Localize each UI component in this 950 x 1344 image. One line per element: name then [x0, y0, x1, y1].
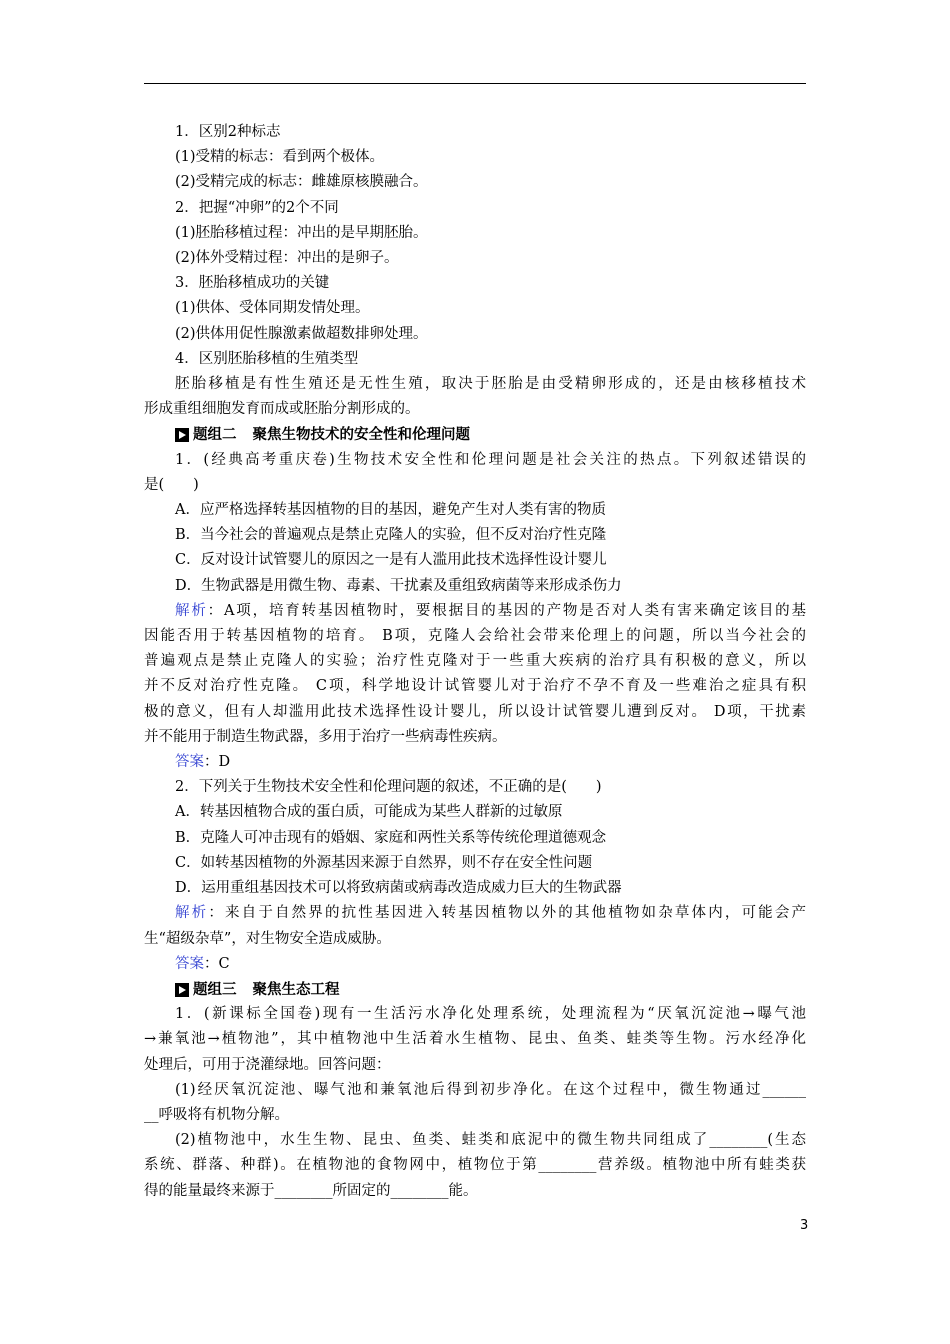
sub-question: (2)植物池中，水生生物、昆虫、鱼类、蛙类和底泥中的微生物共同组成了________(生态 [175, 1132, 806, 1149]
analysis-line: 普遍观点是禁止克隆人的实验；治疗性克隆对于一些重大疾病的治疗具有积极的意义，所以 [144, 653, 806, 670]
option-b: B．克隆人可冲击现有的婚姻、家庭和两性关系等传统伦理道德观念 [175, 829, 607, 846]
analysis-line: 生“超级杂草”，对生物安全造成威胁。 [144, 930, 391, 947]
sub-question: 得的能量最终来源于________所固定的________能。 [144, 1182, 478, 1199]
text-line: 4．区别胚胎移植的生殖类型 [175, 350, 359, 367]
answer-line [144, 750, 806, 775]
question-stem: →兼氧池→植物池”，其中植物池中生活着水生植物、昆虫、鱼类、蛙类等生物。污水经净化 [144, 1031, 806, 1048]
analysis-label: 解析 [175, 905, 209, 922]
sub-question: 系统、群落、种群)。在植物池的食物网中，植物位于第________营养级。植物池中所有蛙类获 [144, 1157, 806, 1174]
question-stem: 1．(新课标全国卷)现有一生活污水净化处理系统，处理流程为“厌氧沉淀池→曝气池 [175, 1006, 806, 1023]
play-triangle-icon [175, 983, 189, 997]
analysis-line: 极的意义，但有人却滥用此技术选择性设计婴儿，所以设计试管婴儿遭到反对。 D项，干扰素 [144, 703, 806, 720]
question-stem: 处理后，可用于浇灌绿地。回答问题： [144, 1056, 391, 1073]
analysis-label: 解析 [175, 602, 208, 619]
header-rule [144, 83, 806, 84]
page-number: 3 [800, 1218, 809, 1233]
text-line: (2)供体用促性腺激素做超数排卵处理。 [175, 325, 428, 342]
analysis-line: 并不能用于制造生物武器，多用于治疗一些病毒性疾病。 [144, 728, 507, 745]
option-a: A．转基因植物合成的蛋白质，可能成为某些人群新的过敏原 [175, 804, 563, 821]
group-title: 聚焦生物技术的安全性和伦理问题 [252, 426, 470, 444]
group-label: 题组三 [193, 980, 237, 998]
text-line: 1．区别2种标志 [175, 124, 281, 140]
analysis-line: 并不反对治疗性克隆。 C项，科学地设计试管婴儿对于治疗不孕不育及一些难治之症具有积 [144, 678, 806, 695]
answer-label: 答案 [175, 754, 204, 771]
text-line: (2)体外受精过程：冲出的是卵子。 [175, 250, 399, 267]
text-line: 胚胎移植是有性生殖还是无性生殖，取决于胚胎是由受精卵形成的，还是由核移植技术 [175, 376, 806, 393]
play-triangle-icon [175, 428, 189, 442]
document-body [144, 120, 806, 1204]
question-stem: 1．(经典高考重庆卷)生物技术安全性和伦理问题是社会关注的热点。下列叙述错误的 [175, 451, 806, 468]
section-heading-group-2 [144, 422, 806, 447]
text-line: (1)胚胎移植过程：冲出的是早期胚胎。 [175, 224, 428, 241]
analysis-text: ：A项，培育转基因植物时，要根据目的基因的产物是否对人类有害来确定该目的基 [207, 602, 806, 619]
analysis-line: 因能否用于转基因植物的培育。 B项，克隆人会给社会带来伦理上的问题，所以当今社会的 [144, 628, 806, 645]
group-label: 题组二 [193, 426, 237, 444]
group-title: 聚焦生态工程 [252, 980, 340, 998]
option-b: B．当今社会的普遍观点是禁止克隆人的实验，但不反对治疗性克隆 [175, 527, 607, 544]
option-a: A．应严格选择转基因植物的目的基因，避免产生对人类有害的物质 [175, 502, 606, 519]
option-c: C．反对设计试管婴儿的原因之一是有人滥用此技术选择性设计婴儿 [175, 552, 607, 569]
analysis-line [144, 901, 806, 926]
answer-text: ：C [204, 955, 230, 972]
option-d: D．运用重组基因技术可以将致病菌或病毒改造成威力巨大的生物武器 [175, 880, 622, 897]
analysis-text: ：来自于自然界的抗性基因进入转基因植物以外的其他植物如杂草体内，可能会产 [208, 905, 806, 922]
section-heading-group-3 [144, 977, 806, 1002]
text-line: (2)受精完成的标志：雌雄原核膜融合。 [175, 174, 428, 191]
question-stem: 是( ) [144, 476, 199, 493]
option-d: D．生物武器是用微生物、毒素、干扰素及重组致病菌等来形成杀伤力 [175, 577, 622, 594]
option-c: C．如转基因植物的外源基因来源于自然界，则不存在安全性问题 [175, 854, 593, 871]
sub-question: (1)经厌氧沉淀池、曝气池和兼氧池后得到初步净化。在这个过程中，微生物通过______ [175, 1081, 806, 1098]
text-line: (1)供体、受体同期发情处理。 [175, 300, 370, 317]
text-line: 形成重组细胞发育而成或胚胎分割形成的。 [144, 401, 420, 418]
answer-text: ：D [204, 754, 231, 771]
answer-label: 答案 [175, 955, 204, 972]
text-line: 3．胚胎移植成功的关键 [175, 275, 330, 292]
question-stem: 2．下列关于生物技术安全性和伦理问题的叙述，不正确的是( ) [175, 779, 602, 796]
text-line: 2．把握“冲卵”的2个不同 [175, 199, 339, 216]
analysis-line [144, 599, 806, 624]
text-line: (1)受精的标志：看到两个极体。 [175, 149, 385, 166]
answer-line [144, 952, 806, 977]
sub-question: __呼吸将有机物分解。 [144, 1106, 289, 1123]
